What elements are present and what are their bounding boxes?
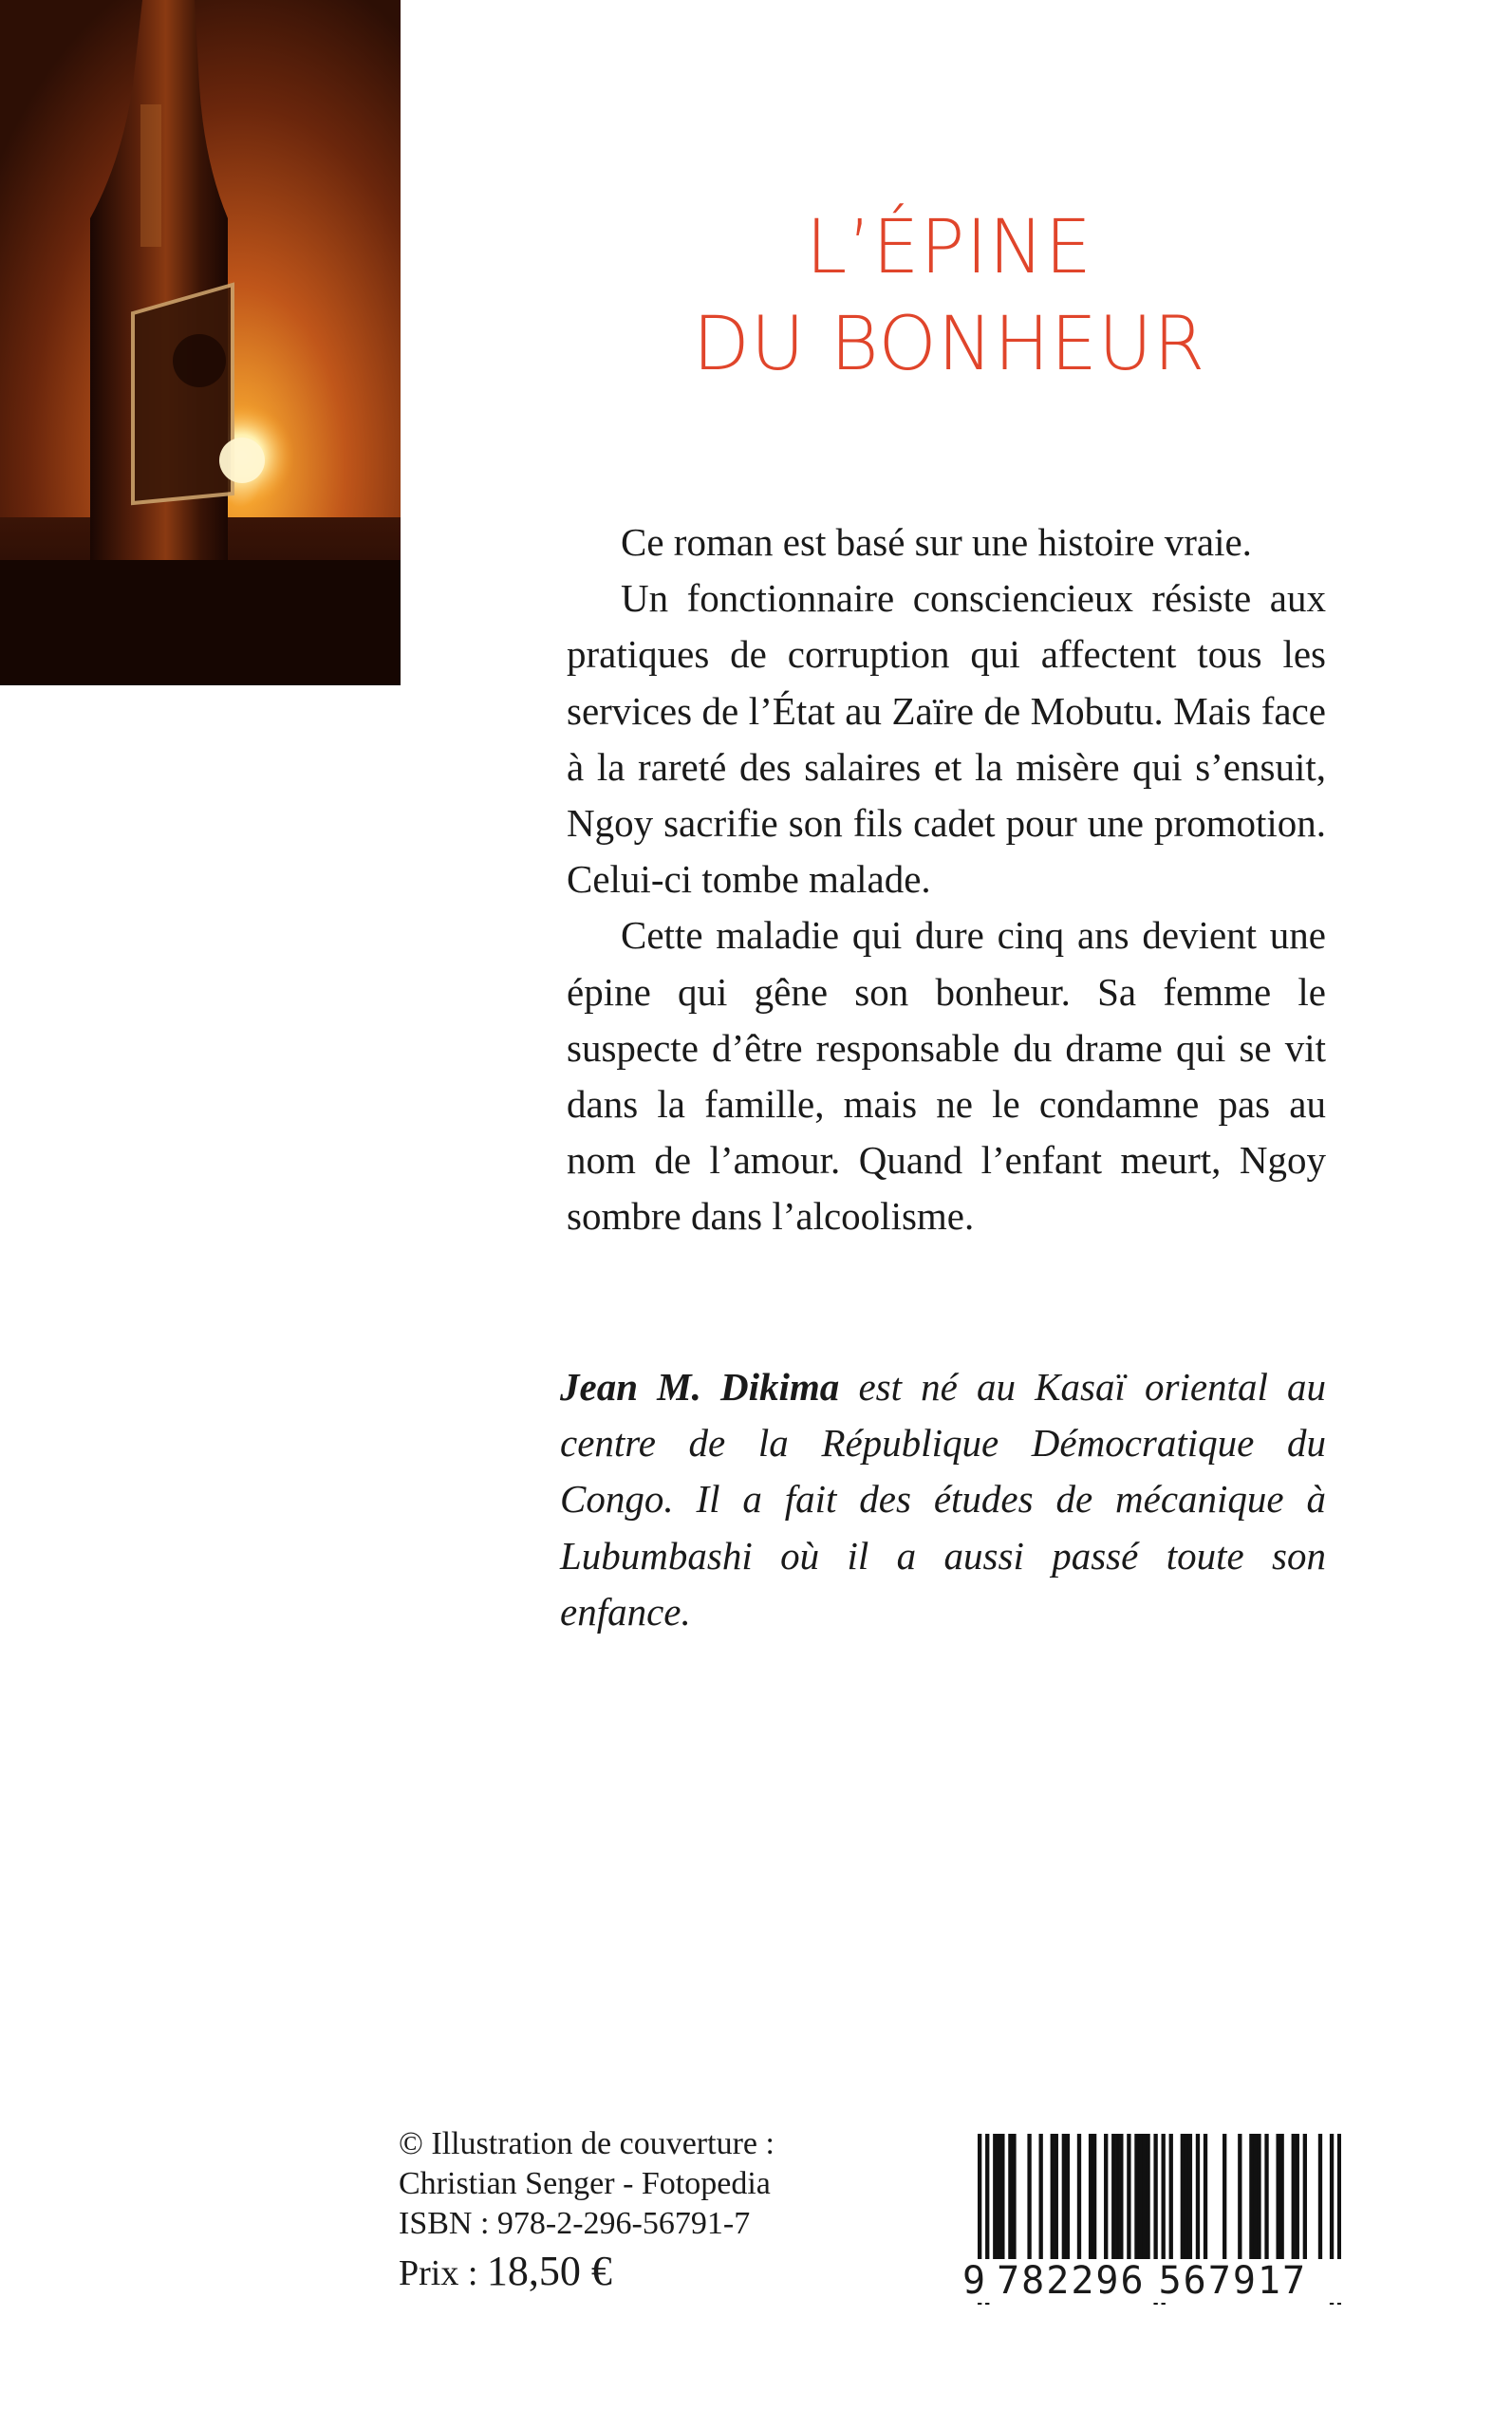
price-value: 18,50 € — [486, 2248, 612, 2294]
barcode-bar — [1089, 2134, 1092, 2276]
credits — [399, 2124, 930, 2293]
illustration-credit: Christian Senger - Fotopedia — [399, 2166, 771, 2201]
barcode-bar — [1127, 2134, 1130, 2276]
barcode-bar — [1062, 2134, 1066, 2276]
barcode-bar — [1204, 2134, 1207, 2276]
barcode-group-1: 782296 — [997, 2259, 1146, 2303]
barcode-bar — [1296, 2134, 1299, 2276]
barcode-group-2: 567917 — [1158, 2259, 1308, 2303]
price-line — [399, 2248, 930, 2294]
barcode-bar — [1223, 2134, 1226, 2276]
barcode-bar — [1303, 2134, 1307, 2276]
author-bio — [560, 1359, 1326, 1640]
barcode-bar — [1169, 2134, 1173, 2276]
title-line-2: DU BONHEUR — [692, 302, 1206, 387]
barcode-bar — [1111, 2134, 1115, 2276]
cover-photo — [0, 0, 401, 685]
barcode-first-digit: 9 — [962, 2259, 988, 2303]
barcode-bar — [1051, 2134, 1055, 2276]
book-title — [560, 199, 1338, 393]
barcode-bar — [1279, 2134, 1283, 2276]
barcode-bar — [1196, 2134, 1200, 2276]
barcode-bar — [1146, 2134, 1149, 2276]
synopsis-paragraph: Ce roman est basé sur une histoire vraie. — [621, 520, 1252, 564]
barcode-bar — [1077, 2134, 1081, 2276]
barcode-bar — [1318, 2134, 1322, 2276]
barcode-bar — [997, 2134, 1000, 2276]
author-bio-text: est né au Kasaï oriental au centre de la République Démocratique du Congo. Il a fait des études de mécanique à Lubumbashi où il a aussi passé toute son enfance. — [560, 1365, 1326, 1634]
barcode-bar — [1185, 2134, 1188, 2276]
barcode-bar — [993, 2134, 997, 2276]
barcode-bar — [1066, 2134, 1070, 2276]
barcode-bar — [1292, 2134, 1296, 2276]
barcode-bar — [1012, 2134, 1016, 2276]
barcode-bar — [1134, 2134, 1138, 2276]
barcode-bar — [1253, 2134, 1257, 2276]
author-name: Jean M. Dikima — [560, 1365, 840, 1409]
barcode-bar — [1181, 2134, 1185, 2276]
sunset-bottle-illustration — [0, 0, 401, 685]
barcode-bar — [1115, 2134, 1119, 2276]
barcode-bar — [1264, 2134, 1268, 2276]
barcode-bar — [1276, 2134, 1279, 2276]
isbn: ISBN : 978-2-296-56791-7 — [399, 2206, 751, 2241]
barcode-bar — [1027, 2134, 1031, 2276]
barcode-bar — [1142, 2134, 1146, 2276]
barcode-digits — [959, 2259, 1355, 2303]
barcode-bar — [1039, 2134, 1043, 2276]
barcode-bar — [1119, 2134, 1123, 2276]
synopsis-paragraph: Cette maladie qui dure cinq ans devient une épine qui gêne son bonheur. Sa femme le suspecte d’être responsable du drame qui se vit dans la famille, mais ne le condamne pas au nom de l’amour. Quand l’enfant meurt, Ngoy sombre dans l’alcoolisme. — [567, 913, 1326, 1239]
barcode-bar — [1000, 2134, 1004, 2276]
barcode-bar — [1055, 2134, 1058, 2276]
title-line-1: L’ÉPINE — [805, 205, 1093, 290]
barcode-bar — [1249, 2134, 1253, 2276]
illustration-label: © Illustration de couverture : — [399, 2126, 775, 2161]
barcode-bar — [1092, 2134, 1096, 2276]
synopsis — [567, 514, 1326, 1245]
barcode-bar — [1138, 2134, 1142, 2276]
barcode-bar — [1008, 2134, 1012, 2276]
barcode-bar — [1257, 2134, 1260, 2276]
synopsis-paragraph: Un fonctionnaire consciencieux résiste aux pratiques de corruption qui affectent tous les services de l’État au Zaïre de Mobutu. Mais face à la rareté des salaires et la misère qui s’ensuit, Ngoy sacrifie son fils cadet pour une promotion. Celui-ci tombe malade. — [567, 576, 1326, 902]
barcode-bar — [1188, 2134, 1192, 2276]
barcode-bar — [1104, 2134, 1108, 2276]
price-label: Prix : — [399, 2253, 487, 2293]
barcode-bar — [1238, 2134, 1241, 2276]
